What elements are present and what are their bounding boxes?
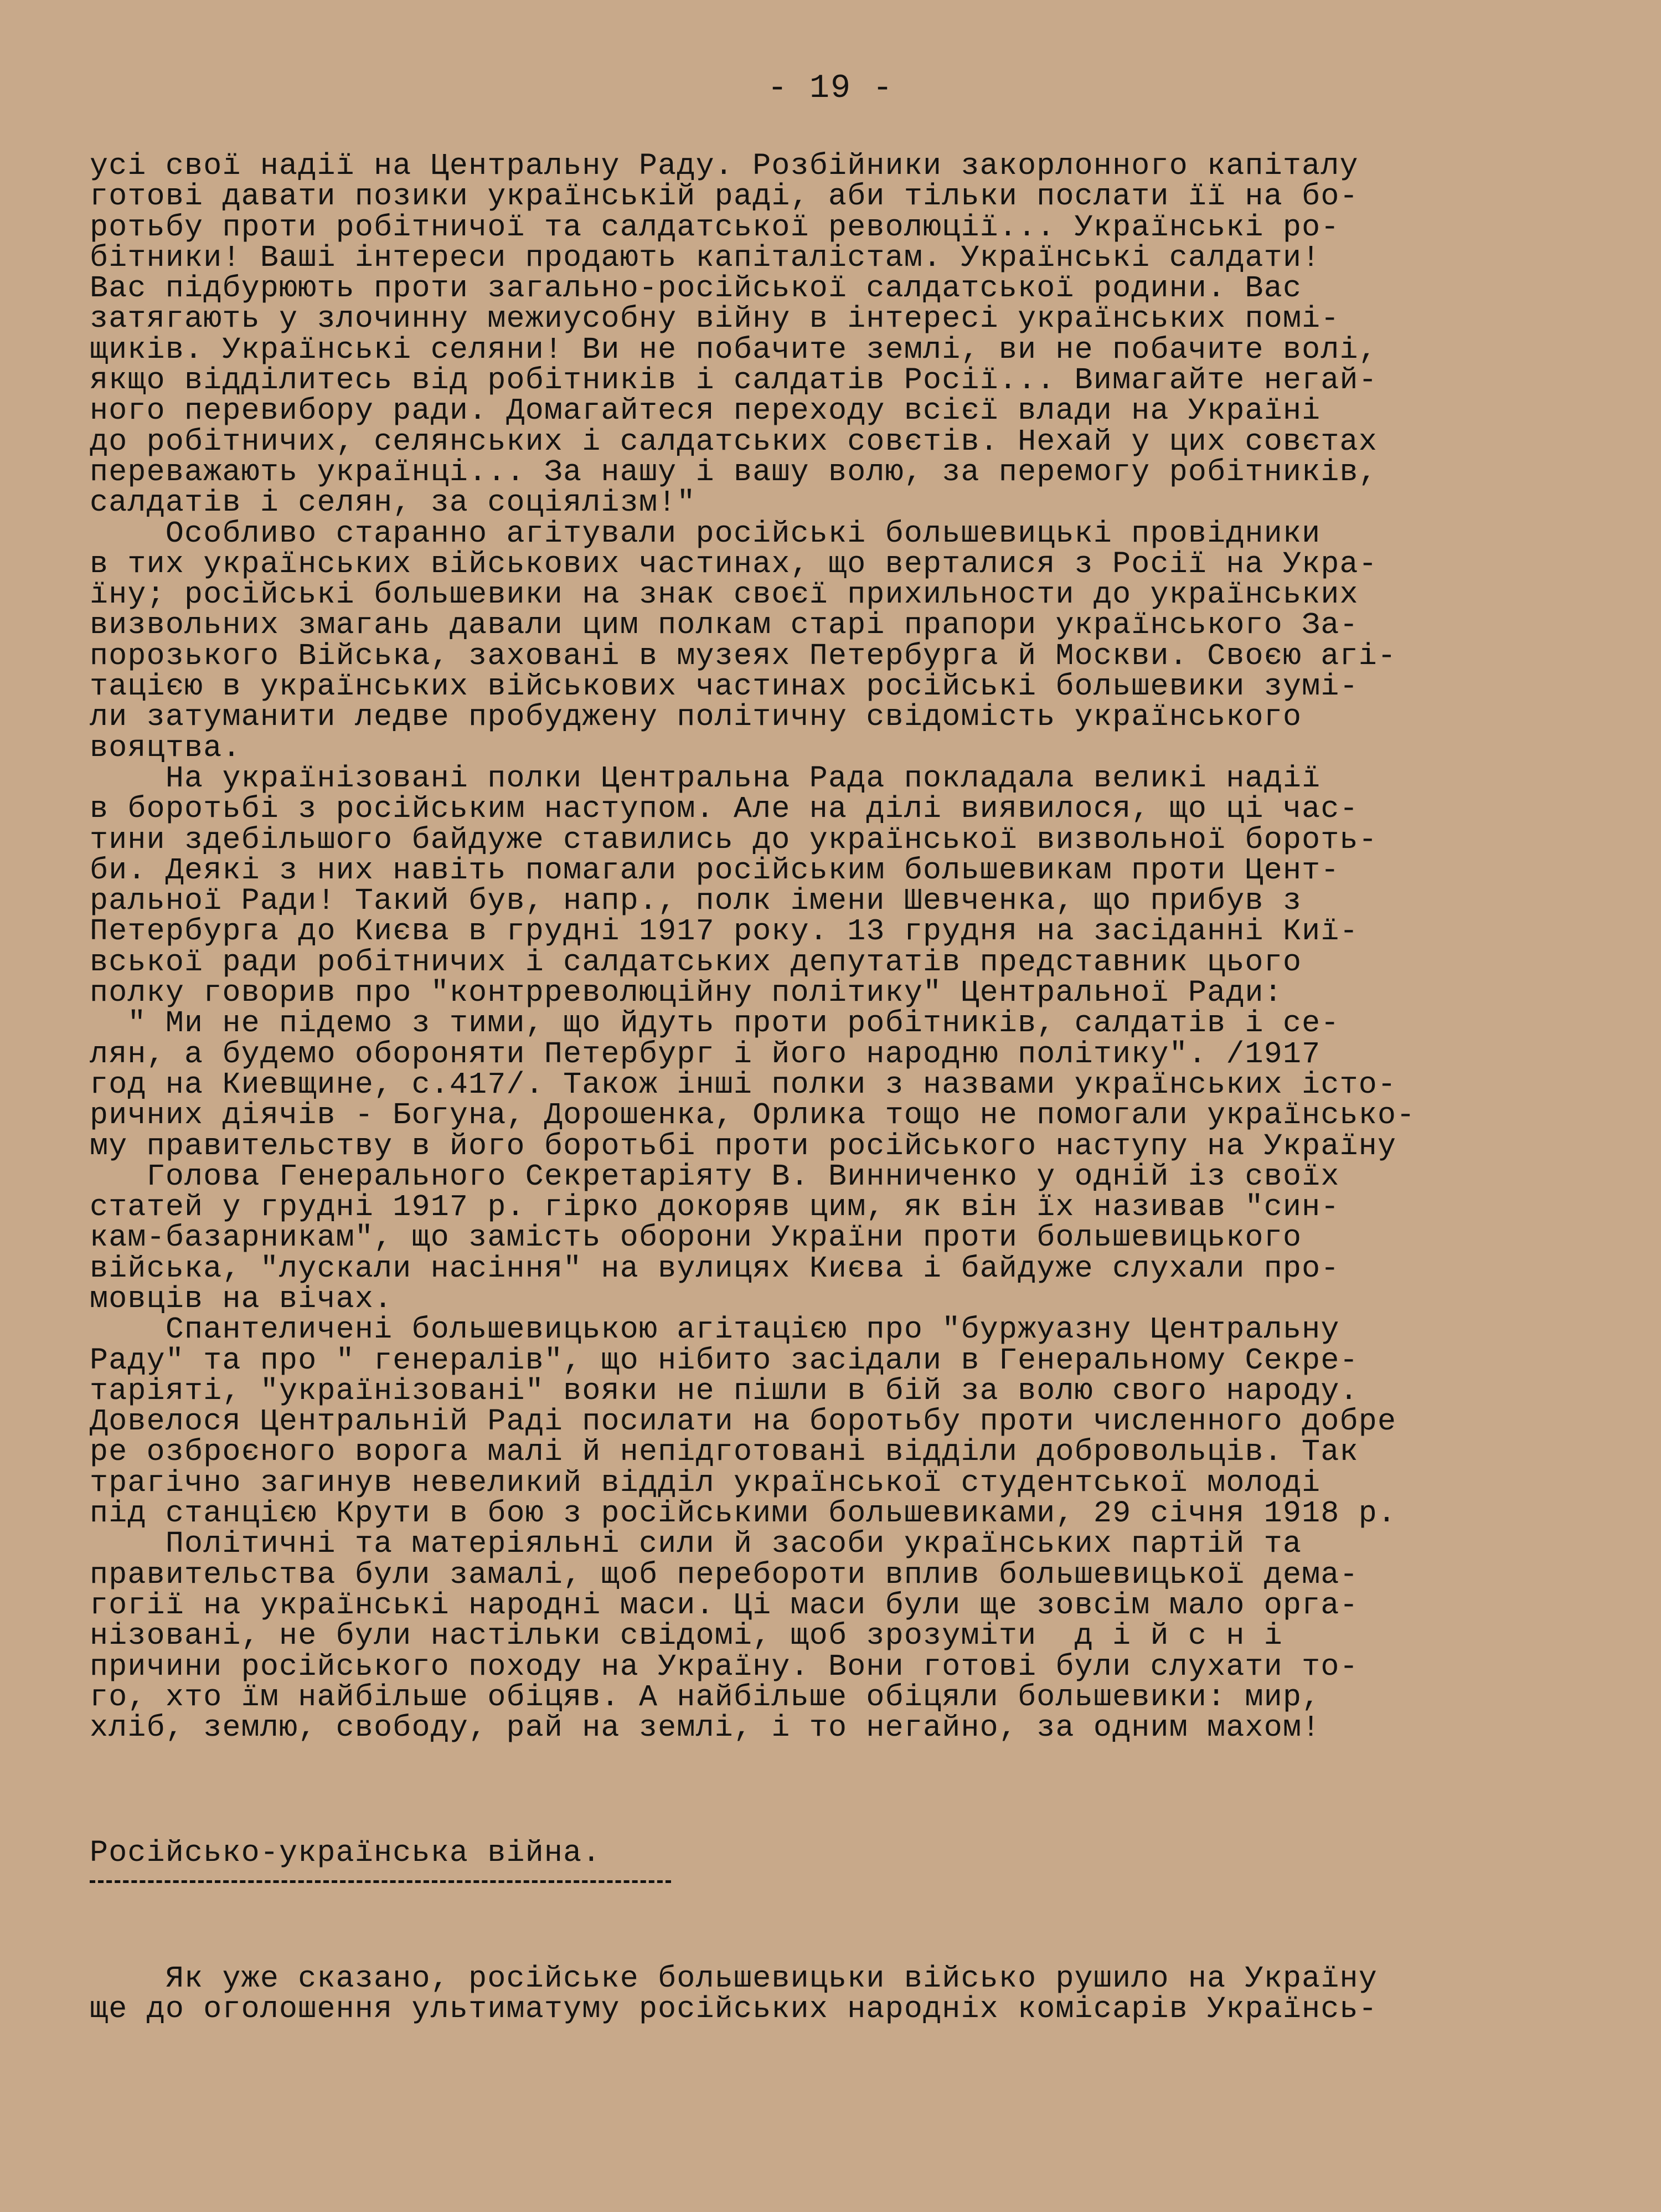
- text-line: статей у грудні 1917 р. гірко докоряв цим, як він їх називав "син-: [90, 1190, 1340, 1225]
- text-line: ре озброєного ворога малі й непідготовані відділи добровольців. Так: [90, 1434, 1359, 1470]
- text-line: кам-базарникам", що замість оборони України проти большевицького: [90, 1220, 1302, 1256]
- text-line: ного перевибору ради. Домагайтеся переходу всієї влади на Україні: [90, 393, 1321, 429]
- text-line: їну; російські большевики на знак своєї прихильности до українських: [90, 577, 1359, 613]
- text-line: хліб, землю, свободу, рай на землі, і то негайно, за одним махом!: [90, 1710, 1321, 1746]
- text-line: Спантеличені большевицькою агітацією про "буржуазну Центральну: [90, 1312, 1340, 1347]
- text-line: трагічно загинув невеликий відділ української студентської молоді: [90, 1465, 1321, 1500]
- text-line: визвольних змагань давали цим полкам старі прапори українського За-: [90, 608, 1359, 643]
- closing-text-block: [90, 1963, 1585, 2025]
- text-line: причини російського походу на Україну. Вони готові були слухати то-: [90, 1649, 1359, 1684]
- text-line: ротьбу проти робітничої та салдатської революції... Українські ро-: [90, 209, 1340, 245]
- text-line: ще до оголошення ультиматуму російських народніх комісарів Українсь-: [90, 1992, 1378, 2027]
- text-line: під станцією Крути в бою з російськими большевиками, 29 січня 1918 р.: [90, 1496, 1397, 1531]
- text-line: нізовані, не були настільки свідомі, щоб зрозуміти д і й с н і: [90, 1618, 1283, 1654]
- text-line: порозького Війська, заховані в музеях Петербурга й Москви. Своєю агі-: [90, 638, 1397, 673]
- text-line: готові давати позики українській раді, аби тільки послати її на бо-: [90, 179, 1359, 214]
- main-text-block: [90, 148, 1585, 1746]
- text-line: Особливо старанно агітували російські большевицькі провідники: [90, 516, 1321, 551]
- text-line: бітники! Ваші інтереси продають капіталістам. Українські салдати!: [90, 240, 1321, 275]
- text-line: вської ради робітничих і салдатських депутатів представник цього: [90, 944, 1302, 980]
- text-line: затягають у злочинну межиусобну війну в інтересі українських помі-: [90, 301, 1340, 337]
- text-line: в тих українських військових частинах, що верталися з Росії на Укра-: [90, 546, 1378, 582]
- section-heading: Російсько-українська війна.: [90, 1835, 601, 1870]
- text-line: щиків. Українські селяни! Ви не побачите землі, ви не побачите волі,: [90, 332, 1378, 367]
- text-line: мовців на вічах.: [90, 1281, 393, 1316]
- text-line: би. Деякі з них навіть помагали російським большевикам проти Цент-: [90, 852, 1340, 888]
- text-line: ральної Ради! Такий був, напр., полк імени Шевченка, що прибув з: [90, 883, 1302, 919]
- text-line: год на Киевщине, с.417/. Також інші полки з назвами українських істо-: [90, 1067, 1397, 1102]
- text-line: до робітничих, селянських і салдатських совєтів. Нехай у цих совєтах: [90, 424, 1378, 459]
- text-line: Довелося Центральній Раді посилати на боротьбу проти численного добре: [90, 1404, 1397, 1439]
- text-line: Політичні та матеріяльні сили й засоби українських партій та: [90, 1526, 1302, 1562]
- text-line: лян, а будемо обороняти Петербург і його народню політику". /1917: [90, 1036, 1321, 1072]
- text-line: війська, "лускали насіння" на вулицях Києва і байдуже слухали про-: [90, 1251, 1340, 1286]
- text-line: Раду" та про " генералів", що нібито засідали в Генеральному Секре-: [90, 1342, 1359, 1378]
- text-line: " Ми не підемо з тими, що йдуть проти робітників, салдатів і се-: [90, 1006, 1340, 1041]
- text-line: Голова Генерального Секретаріяту В. Винниченко у одній із своїх: [90, 1159, 1340, 1194]
- text-line: Петербурга до Києва в грудні 1917 року. 13 грудня на засіданні Киї-: [90, 914, 1359, 949]
- text-line: якщо відділитесь від робітників і салдатів Росії... Вимагайте негай-: [90, 363, 1378, 398]
- text-line: вояцтва.: [90, 730, 241, 765]
- text-line: салдатів і селян, за соціялізм!": [90, 485, 696, 521]
- text-line: усі свої надії на Центральну Раду. Розбійники закорлонного капіталу: [90, 148, 1359, 183]
- text-line: переважають українці... За нашу і вашу волю, за перемогу робітників,: [90, 454, 1378, 490]
- section-heading-underline: [90, 1880, 671, 1883]
- text-line: правительства були замалі, щоб перебороти вплив большевицької дема-: [90, 1557, 1359, 1592]
- text-line: Вас підбурюють проти загально-російської салдатської родини. Вас: [90, 271, 1302, 306]
- text-line: му правительству в його боротьбі проти російського наступу на Україну: [90, 1128, 1397, 1164]
- text-line: таріяті, "українізовані" вояки не пішли в бій за волю свого народу.: [90, 1373, 1359, 1408]
- text-line: ли затуманити ледве пробуджену політичну свідомість українського: [90, 699, 1302, 735]
- page-number: - 19 -: [767, 70, 894, 107]
- text-line: ричних діячів - Богуна, Дорошенка, Орлика тощо не помогали українсько-: [90, 1098, 1416, 1133]
- text-line: го, хто їм найбільше обіцяв. А найбільше обіцяли большевики: мир,: [90, 1679, 1321, 1715]
- text-line: На українізовані полки Центральна Рада покладала великі надії: [90, 760, 1321, 796]
- text-line: гогії на українські народні маси. Ці маси були ще зовсім мало орга-: [90, 1587, 1359, 1623]
- text-line: полку говорив про "контрреволюційну політику" Центральної Ради:: [90, 975, 1283, 1011]
- text-line: Як уже сказано, російське большевицьки військо рушило на Україну: [90, 1961, 1378, 1996]
- text-line: тацією в українських військових частинах російські большевики зумі-: [90, 669, 1359, 704]
- text-line: в боротьбі з російським наступом. Але на ділі виявилося, що ці час-: [90, 791, 1359, 827]
- text-line: тини здебільшого байдуже ставились до української визвольної бороть-: [90, 822, 1378, 857]
